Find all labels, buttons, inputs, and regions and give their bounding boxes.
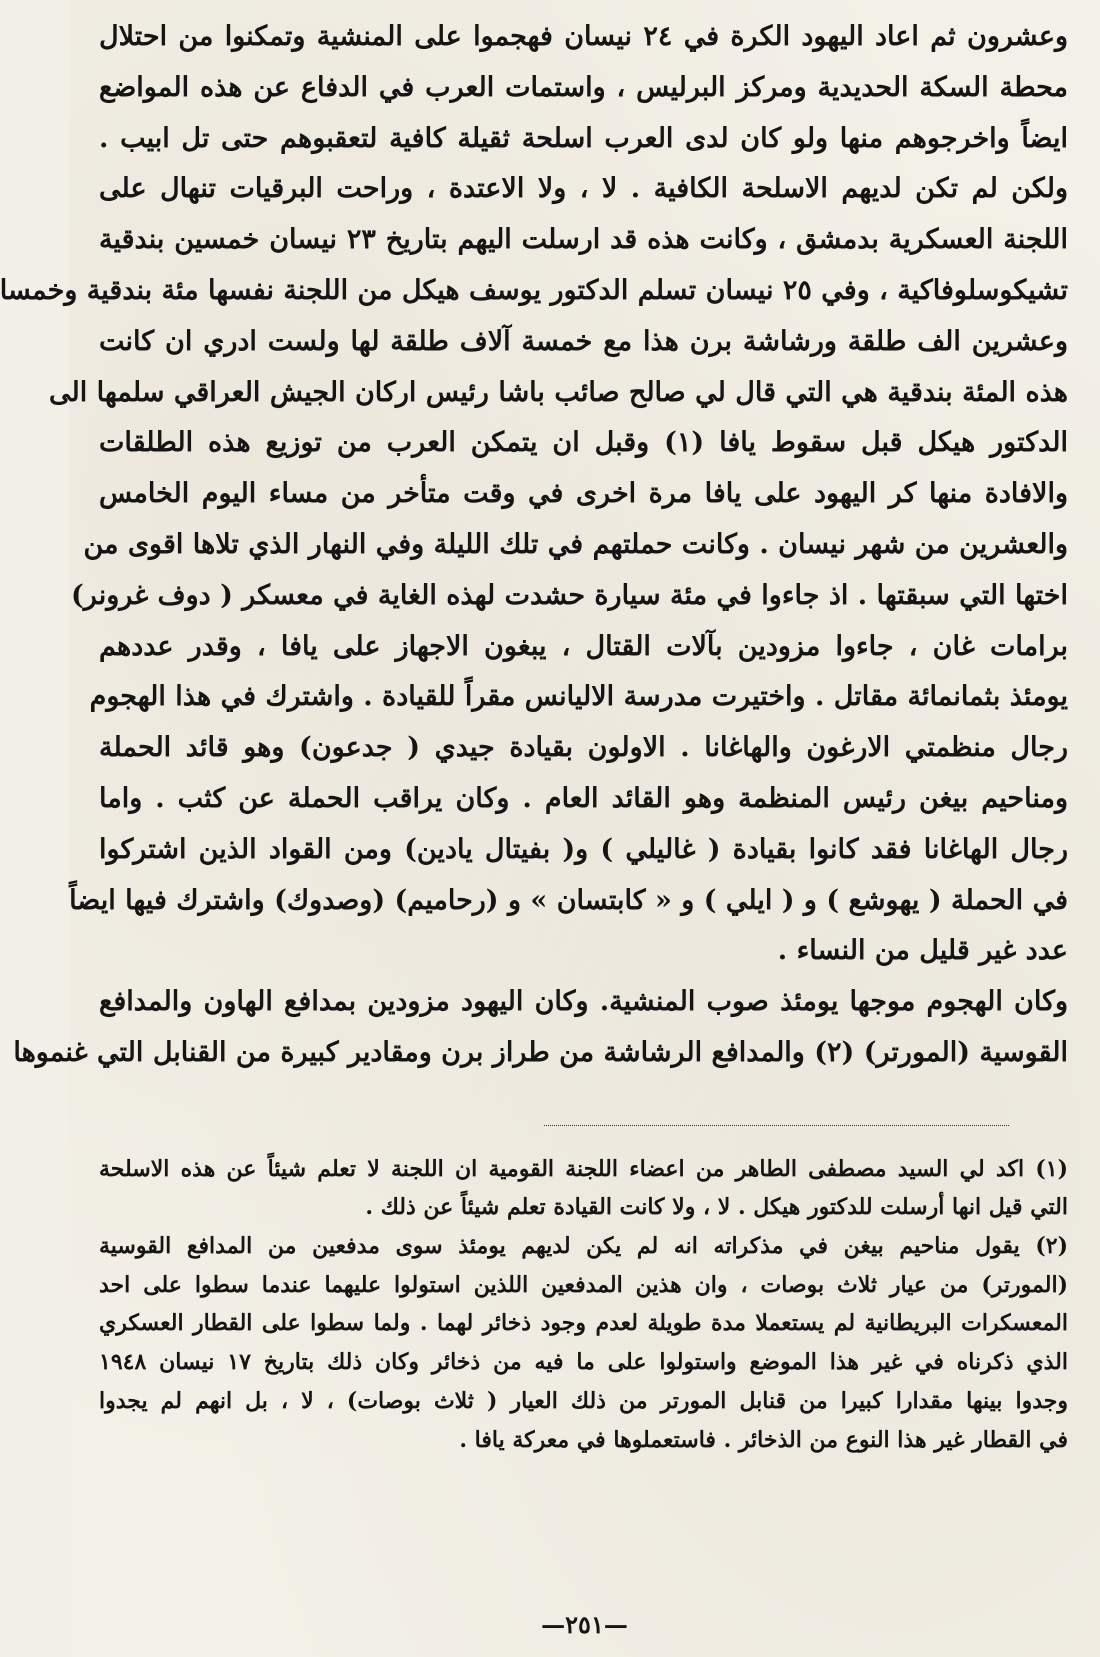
text-line: وعشرين الف طلقة ورشاشة برن هذا مع خمسة آلاف طلقة لها ولست ادري ان كانت — [99, 325, 1068, 357]
text-line: رجال الهاغانا فقد كانوا بقيادة ( غاليلي ) و( بفيتال يادين) ومن القواد الذين اشتركوا — [99, 833, 1068, 865]
text-line: والعشرين من شهر نيسان . وكانت حملتهم في تلك الليلة وفي النهار الذي تلاها اقوى من — [83, 528, 1068, 560]
text-line: وكان الهجوم موجها يومئذ صوب المنشية. وكان اليهود مزودين بمدافع الهاون والمدافع — [99, 986, 1068, 1018]
footnote-line: (٢) يقول مناحيم بيغن في مذكراته انه لم يكن لديهم يومئذ سوى مدفعين من المدافع القوسية — [99, 1233, 1068, 1260]
text-line: ومناحيم بيغن رئيس المنظمة وهو القائد العام . وكان يراقب الحملة عن كثب . واما — [99, 782, 1068, 814]
main-text — [0, 12, 1068, 1079]
text-line: يومئذ بثمانمائة مقاتل . واختيرت مدرسة الاليانس مقراً للقيادة . واشترك في هذا الهجوم — [89, 681, 1068, 713]
footnote-line: في القطار غير هذا النوع من الذخائر . فاستعملوها في معركة يافا . — [459, 1426, 1068, 1453]
text-line: ولكن لم تكن لديهم الاسلحة الكافية . لا ، ولا الاعتدة ، وراحت البرقيات تنهال على — [99, 173, 1068, 205]
footnote-line: (١) اكد لي السيد مصطفى الطاهر من اعضاء اللجنة القومية ان اللجنة لا تعلم شيئاً عن هذه الاسلحة — [99, 1155, 1068, 1182]
footnote-line: المعسكرات البريطانية لم يستعملا مدة طويلة لعدم وجود ذخائر لهما . ولما سطوا على القطار العسكري — [99, 1310, 1068, 1337]
text-line: رجال منظمتي الارغون والهاغانا . الاولون بقيادة جيدي ( جدعون) وهو قائد الحملة — [99, 732, 1068, 764]
text-line: اختها التي سبقتها . اذ جاءوا في مئة سيارة حشدت لهذه الغاية في معسكر ( دوف غرونر) — [71, 579, 1068, 611]
footnote-line: التي قيل انها أرسلت للدكتور هيكل . لا ، ولا كانت القيادة تعلم شيئاً عن ذلك . — [365, 1194, 1068, 1221]
text-line: محطة السكة الحديدية ومركز البرليس ، واستمات العرب في الدفاع عن هذه المواضع — [99, 71, 1068, 103]
text-line: والافادة منها كر اليهود على يافا مرة اخرى في وقت متأخر من مساء اليوم الخامس — [99, 478, 1068, 510]
footnote-line: (المورتر) من عيار ثلاث بوصات ، وان هذين المدفعين اللذين استولوا عليهما عندما سطوا على احد — [99, 1271, 1068, 1298]
text-line: برامات غان ، جاءوا مزودين بآلات القتال ، يبغون الاجهاز على يافا ، وقدر عددهم — [99, 630, 1068, 662]
text-line: القوسية (المورتر) (٢) والمدافع الرشاشة من طراز برن ومقادير كبيرة من القنابل التي غنموها — [13, 1036, 1068, 1068]
footnote-divider — [544, 1125, 1009, 1126]
text-line: وعشرون ثم اعاد اليهود الكرة في ٢٤ نيسان فهجموا على المنشية وتمكنوا من احتلال — [99, 21, 1068, 52]
text-line: ايضاً واخرجوهم منها ولو كان لدى العرب اسلحة ثقيلة كافية لتعقبوهم حتى تل ابيب . — [99, 122, 1068, 154]
footnotes — [99, 1150, 1068, 1460]
text-line: الدكتور هيكل قبل سقوط يافا (١) وقبل ان يتمكن العرب من توزيع هذه الطلقات — [99, 427, 1068, 459]
text-line: في الحملة ( يهوشع ) و ( ايلي ) و « كابتسان » و (رحاميم) (وصدوك) واشترك فيها ايضاً — [69, 884, 1068, 916]
page-number: —٢٥١— — [541, 1610, 628, 1639]
footnote-line: وجدوا بينها مقدارا كبيرا من قنابل المورتر من ذلك العيار ( ثلاث بوصات) ، لا ، بل انهم لم يجدوا — [99, 1387, 1068, 1414]
footnote-line: الذي ذكرناه في غير هذا الموضع واستولوا على ما فيه من ذخائر وكان ذلك بتاريخ ١٧ نيسان ١٩٤٨ — [99, 1349, 1068, 1376]
text-line: اللجنة العسكرية بدمشق ، وكانت هذه قد ارسلت اليهم بتاريخ ٢٣ نيسان خمسين بندقية — [99, 224, 1068, 256]
text-line: تشيكوسلوفاكية ، وفي ٢٥ نيسان تسلم الدكتور يوسف هيكل من اللجنة نفسها مئة بندقية وخمسا — [0, 274, 1068, 306]
text-line: عدد غير قليل من النساء . — [777, 935, 1068, 967]
text-line: هذه المئة بندقية هي التي قال لي صالح صائب باشا رئيس اركان الجيش العراقي سلمها الى — [49, 376, 1068, 408]
